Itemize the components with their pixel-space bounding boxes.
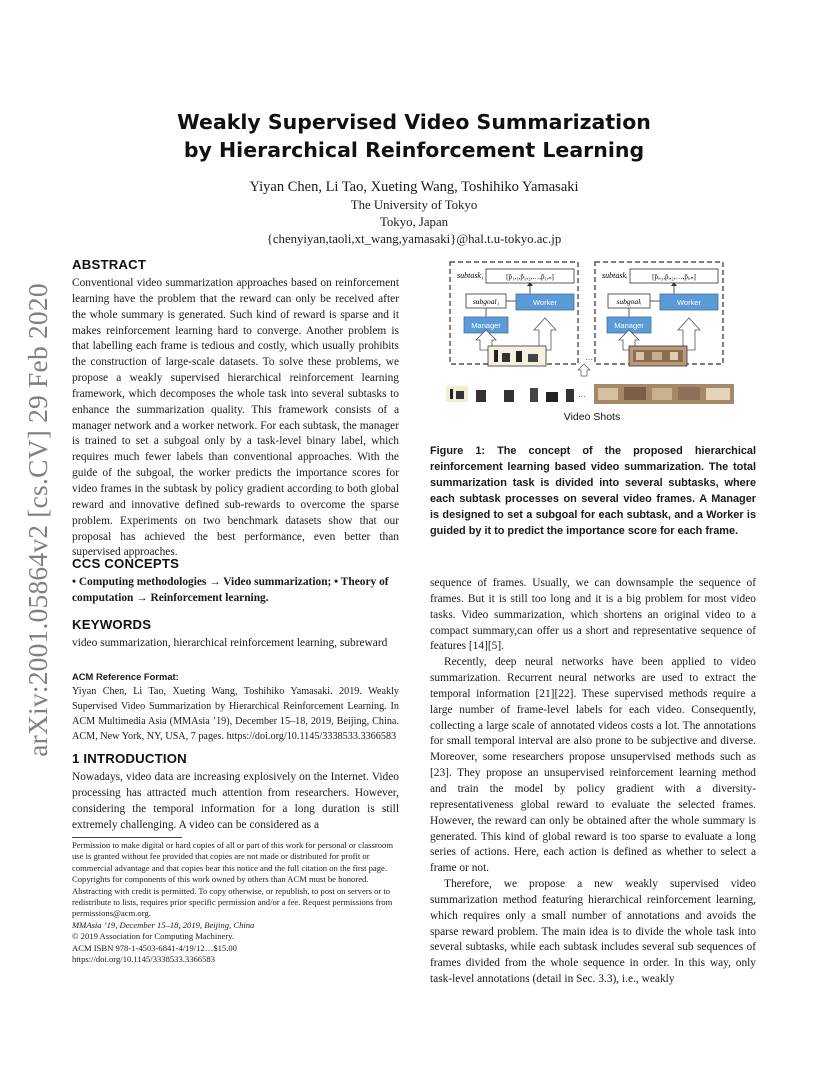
authors: Yiyan Chen, Li Tao, Xueting Wang, Toshihiko Yamasaki <box>249 179 579 195</box>
shot-glyph <box>450 389 453 399</box>
frame-glyph <box>652 352 662 360</box>
frame-glyph <box>516 351 522 362</box>
manager-i-label: Manager <box>614 321 644 330</box>
figure-1 <box>430 258 760 428</box>
hollow-arrow-mid <box>578 364 590 376</box>
hollow-arrow-worker-i <box>678 318 700 350</box>
venue-text: MMAsia ’19, December 15–18, 2019, Beijing, China <box>72 919 255 930</box>
abstract-heading: ABSTRACT <box>72 257 147 272</box>
right-column-text <box>430 576 756 988</box>
keywords-text: video summarization, hierarchical reinforcement learning, subreward <box>72 637 388 649</box>
figure-1-caption: Figure 1: The concept of the proposed hierarchical reinforcement learning based video summarization. The total summarization task is divided into several subtasks, where each subtask processes on several video frames. A Manager is designed to set a subgoal for each subtask, and a Worker is guided by it to predict the importance score for each frame. <box>430 445 756 537</box>
intro-heading: 1 INTRODUCTION <box>72 751 187 766</box>
worker-1-label: Worker <box>532 298 558 307</box>
shot <box>476 390 486 402</box>
paper-title <box>100 108 728 164</box>
shot <box>624 387 646 400</box>
ccs-text: • Computing methodologies → Video summarization; • Theory of computation → Reinforcement learning. <box>72 576 389 604</box>
arxiv-stamp <box>8 280 68 760</box>
permission-text: Permission to make digital or hard copies of all or part of this work for personal or classroom use is granted without fee provided that copies are not made or distributed for profit or commercial advantage and that copies bear this notice and the full citation on the first page. Copyrights for components of this work owned by others than ACM must be honored. Abstracting with credit is permitted. To copy otherwise, or republish, to post on servers or to redistribute to lists, requires prior specific permission and/or a fee. Request permissions from permissions@acm.org. <box>72 840 393 919</box>
ccs-heading: CCS CONCEPTS <box>72 556 180 571</box>
shot <box>652 388 672 400</box>
doi-text: https://doi.org/10.1145/3338533.3366583 <box>72 954 215 965</box>
affiliation: The University of Tokyo <box>350 198 478 212</box>
acm-ref-heading: ACM Reference Format: <box>72 671 179 682</box>
shot <box>504 390 514 402</box>
subtask-1-label: subtask₁ <box>457 271 484 280</box>
shot <box>678 387 700 400</box>
subgoal-i-label: subgoalᵢ <box>616 297 642 306</box>
frame-glyph <box>528 354 538 362</box>
shot <box>598 388 618 400</box>
footnote-rule <box>72 837 182 838</box>
video-shots-label: Video Shots <box>563 411 621 423</box>
hollow-arrow-worker-1 <box>534 318 556 350</box>
shot-glyph <box>456 391 464 399</box>
subtask-i-label: subtaskᵢ <box>602 271 628 280</box>
shot <box>546 392 558 402</box>
abstract-text: Conventional video summarization approaches based on reinforcement learning have the problem that the reward can only be received after the whole summary is generated. Such kind of reward is sparse and it makes reinforcement learning hard to converge. Another problem is that labelling each frame is tedious and costly, which usually prohibits the construction of large-scale datasets. To solve these problems, we propose a weakly supervised hierarchical reinforcement learning framework, which decomposes the whole task into several subtasks to enhance the summarization quality. This framework consists of a manager network and a worker network. For each subtask, the manager is trained to set a subgoal only by a task-level binary label, which requires much fewer labels than conventional approaches. With the guide of the subgoal, the worker predicts the importance scores for video frames in the subtask by policy gradient according to both global reward and innovative defined sub-rewards to overcome the sparse problem. Experiments on two benchmark datasets show that our proposal has achieved the best performance, even better than supervised approaches. <box>72 277 399 559</box>
p-vector-i: [p̂ᵢ,₁,p̂ᵢ,₂,…,p̂ᵢ,ₙ] <box>652 273 696 281</box>
keywords-heading: KEYWORDS <box>72 617 152 632</box>
subgoal-1-label: subgoal₁ <box>472 297 500 306</box>
frame-glyph <box>670 352 678 360</box>
paragraph: Recently, deep neural networks have been applied to video summarization. Recurrent neural networks are used to extract the temporal information [21][22]. These supervised methods require a large number of frame-level labels for each video. Consequently, collecting a large scale of annotated videos costs a lot. The annotations for small temporal interval are also prone to be subjective and diverse. Moreover, some researchers propose unsupervised methods such as [23]. They propose an unsupervised reinforcement learning method and train the model by policy gradient with a diversity-representativeness global reward to evaluate the selected frames. However, the reward can only be obtained after the whole summary is generated. This kind of global reward is too sparse to evaluate a long series of actions. Here, each action is defined as whether to select a frame or not. <box>430 656 756 875</box>
paragraph: sequence of frames. Usually, we can downsample the sequence of frames. But it is still too long and it is a big problem for most video tasks. Video summarization, which shortens an original video to a compact summary,can offer us a short and representative sequence of features [14][5]. <box>430 577 756 653</box>
intro-text: Nowadays, video data are increasing explosively on the Internet. Video processing has attracted much attention from researchers. However, considering the temporal information for a long duration is still extremely challenging. A video can be considered as a <box>72 771 399 831</box>
isbn-text: ACM ISBN 978-1-4503-6841-4/19/12…$15.00 <box>72 942 237 953</box>
permission-notice <box>72 840 399 965</box>
frame-glyph <box>494 350 498 362</box>
arxiv-id: arXiv:2001.05864v2 [cs.CV] 29 Feb 2020 <box>22 283 53 757</box>
location: Tokyo, Japan <box>379 215 449 229</box>
title-line-2: by Hierarchical Reinforcement Learning <box>183 138 645 162</box>
shot <box>530 388 538 402</box>
frame-glyph <box>636 352 644 360</box>
shot <box>706 388 730 400</box>
dots-shots: ··· <box>578 392 586 401</box>
manager-1-label: Manager <box>471 321 501 330</box>
dots-separator: ··· <box>585 355 593 364</box>
acm-ref-text: Yiyan Chen, Li Tao, Xueting Wang, Toshihiko Yamasaki. 2019. Weakly Supervised Video Summarization by Hierarchical Reinforcement Learning. In ACM Multimedia Asia (MMAsia ’19), December 15–18, 2019, Beijing, China. ACM, New York, NY, USA, 7 pages. https://doi.org/10.1145/3338533.3366583 <box>72 686 399 742</box>
copyright-text: © 2019 Association for Computing Machinery. <box>72 931 235 942</box>
worker-i-label: Worker <box>676 298 702 307</box>
frame-glyph <box>502 353 510 362</box>
title-line-1: Weakly Supervised Video Summarization <box>177 110 651 134</box>
shot <box>566 389 574 402</box>
p-vector-1: [p̂₁,₁,p̂₁,₂,…,p̂₁,ₙ] <box>506 273 554 281</box>
email: {chenyiyan,taoli,xt_wang,yamasaki}@hal.t.u-tokyo.ac.jp <box>266 232 562 246</box>
paragraph: Therefore, we propose a new weakly supervised video summarization method featuring hierarchical reinforcement learning, which requires only a small number of annotations and avoids the sparse reward problem. The main idea is to divide the whole task into several subtasks, while each subtask includes several sub sequences of frames divided from the whole sequence in order. In this way, only task-level annotations (detail in Sec. 3.3), i.e., weakly <box>430 878 756 986</box>
